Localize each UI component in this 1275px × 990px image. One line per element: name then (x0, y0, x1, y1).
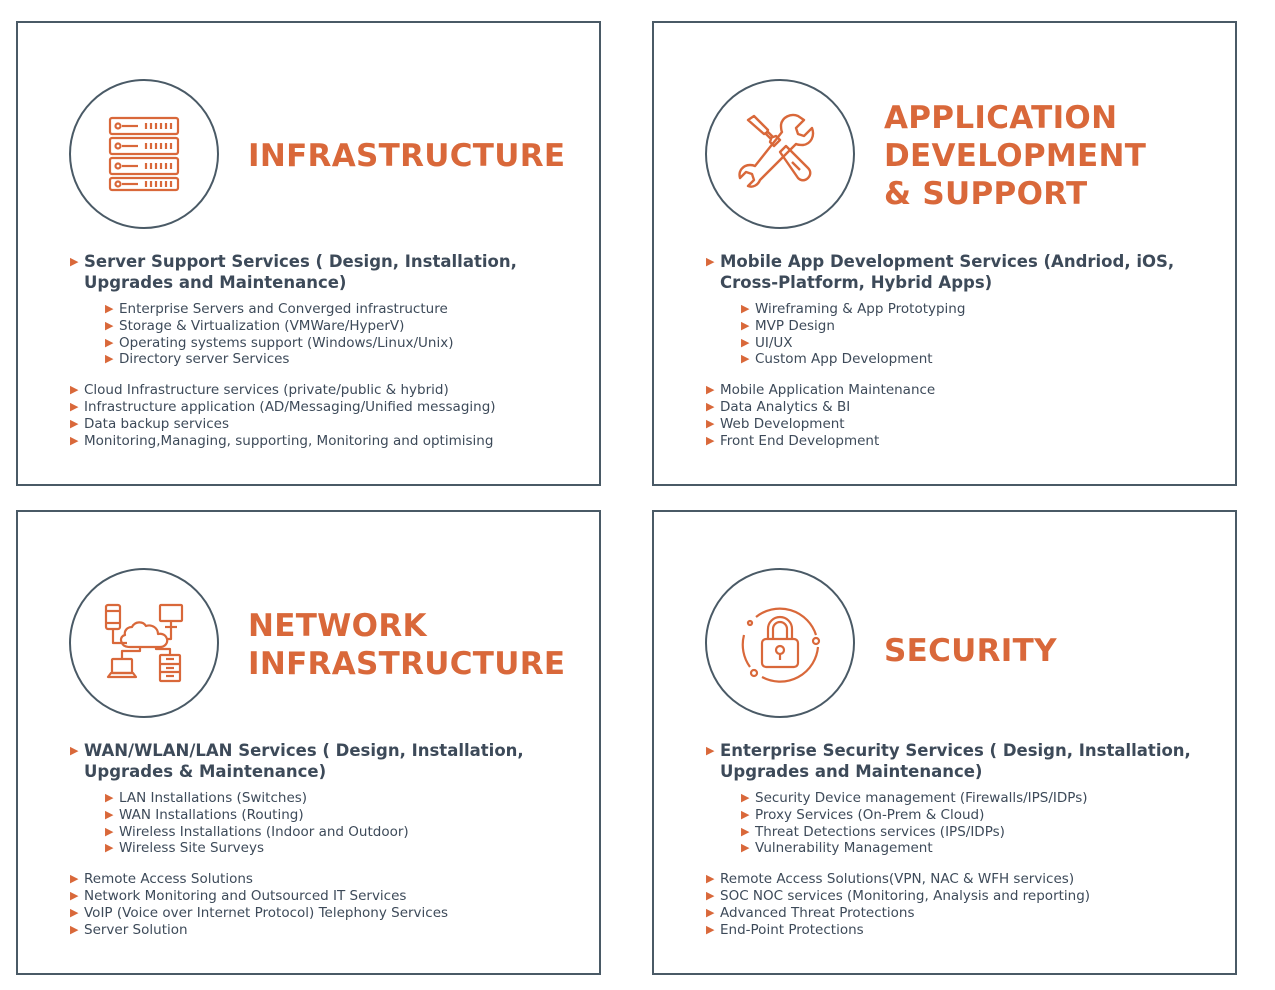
card-content (706, 251, 1223, 449)
bullet-arrow-icon: ▶ (706, 383, 715, 397)
wrench-screwdriver-icon (738, 112, 822, 196)
list-item (105, 301, 587, 318)
icon-circle (69, 568, 219, 718)
list-item-label: Security Device management (Firewalls/IPS/IDPs) (755, 790, 1088, 806)
bullet-arrow-icon: ▶ (70, 399, 79, 413)
list-item-label: Cloud Infrastructure services (private/public & hybrid) (84, 382, 449, 399)
list-item-label: Wireless Installations (Indoor and Outdoor) (119, 823, 409, 840)
list-item (105, 335, 587, 352)
bullet-arrow-icon: ▶ (741, 318, 750, 332)
bullet-arrow-icon: ▶ (70, 416, 79, 430)
list-item (70, 922, 587, 939)
bullet-arrow-icon: ▶ (741, 352, 750, 366)
list-item (741, 351, 1223, 368)
list-item-label: Server Solution (84, 921, 188, 938)
list-item (70, 382, 587, 399)
bullet-arrow-icon: ▶ (70, 433, 79, 447)
card-title (248, 607, 565, 683)
list-item (105, 790, 587, 807)
bullet-arrow-icon: ▶ (105, 807, 114, 821)
network-cloud-icon (102, 601, 186, 685)
card-title (884, 99, 1146, 213)
list-item-label: Remote Access Solutions(VPN, NAC & WFH services) (720, 871, 1075, 888)
bullet-arrow-icon: ▶ (70, 905, 79, 919)
bullet-arrow-icon: ▶ (706, 888, 715, 902)
bullet-arrow-icon: ▶ (70, 383, 79, 397)
bullet-arrow-icon: ▶ (105, 841, 114, 855)
list-item (706, 905, 1223, 922)
list-item-label: Web Development (720, 415, 845, 432)
list-item-label: Operating systems support (Windows/Linux/Unix) (119, 334, 454, 351)
main-service-line: Upgrades & Maintenance) (84, 762, 327, 781)
bullet-arrow-icon: ▶ (105, 824, 114, 838)
bullet-arrow-icon: ▶ (706, 399, 715, 413)
list-item (741, 790, 1223, 807)
card-content (706, 740, 1223, 938)
main-service-line: Upgrades and Maintenance) (84, 273, 347, 292)
list-item-label: Advanced Threat Protections (720, 904, 915, 921)
list-item-label: SOC NOC services (Monitoring, Analysis and reporting) (720, 887, 1091, 904)
bullet-arrow-icon: ▶ (70, 744, 79, 757)
title-line: & SUPPORT (884, 176, 1088, 212)
bullet-arrow-icon: ▶ (706, 433, 715, 447)
bullet-arrow-icon: ▶ (105, 352, 114, 366)
bullet-arrow-icon: ▶ (70, 922, 79, 936)
bullet-arrow-icon: ▶ (741, 302, 750, 315)
list-item (105, 824, 587, 841)
list-item-label: Remote Access Solutions (84, 871, 253, 888)
list-item (741, 318, 1223, 335)
bullet-arrow-icon: ▶ (105, 335, 114, 349)
list-item (70, 888, 587, 905)
main-service-line: WAN/WLAN/LAN Services ( Design, Installation, (84, 741, 524, 760)
list-item (706, 888, 1223, 905)
network-infrastructure-card (16, 510, 601, 975)
card-content (70, 251, 587, 449)
list-item-label: LAN Installations (Switches) (119, 790, 308, 806)
title-line: APPLICATION (884, 100, 1118, 136)
bullet-arrow-icon: ▶ (70, 255, 79, 268)
list-item-label: Mobile Application Maintenance (720, 382, 936, 399)
list-item-label: Vulnerability Management (755, 840, 933, 857)
icon-circle (705, 79, 855, 229)
sub-service-list (105, 790, 587, 857)
list-item (741, 301, 1223, 318)
service-list (70, 382, 587, 449)
list-item (706, 871, 1223, 888)
bullet-arrow-icon: ▶ (741, 824, 750, 838)
list-item (70, 871, 587, 888)
list-item-label: Wireless Site Surveys (119, 840, 264, 857)
sub-service-list (105, 301, 587, 368)
application-development-card (652, 21, 1237, 486)
bullet-arrow-icon: ▶ (105, 791, 114, 804)
title-line: SECURITY (884, 633, 1057, 669)
bullet-arrow-icon: ▶ (706, 744, 715, 757)
bullet-arrow-icon: ▶ (70, 888, 79, 902)
main-service-item (70, 740, 587, 782)
icon-circle (69, 79, 219, 229)
card-title (248, 137, 565, 175)
list-item (70, 399, 587, 416)
title-line: INFRASTRUCTURE (248, 138, 566, 174)
list-item-label: Directory server Services (119, 351, 290, 368)
list-item (70, 433, 587, 450)
list-item-label: Threat Detections services (IPS/IDPs) (755, 823, 1005, 840)
bullet-arrow-icon: ▶ (706, 922, 715, 936)
main-service-item (706, 740, 1223, 782)
list-item (105, 318, 587, 335)
main-service-line: Upgrades and Maintenance) (720, 762, 983, 781)
padlock-icon (732, 595, 828, 691)
main-service-line: Mobile App Development Services (Andriod, iOS, (720, 252, 1175, 271)
list-item-label: Front End Development (720, 432, 880, 449)
list-item (105, 840, 587, 857)
list-item (741, 824, 1223, 841)
card-content (70, 740, 587, 938)
icon-circle (705, 568, 855, 718)
list-item-label: Network Monitoring and Outsourced IT Services (84, 887, 407, 904)
list-item (706, 382, 1223, 399)
bullet-arrow-icon: ▶ (706, 872, 715, 886)
bullet-arrow-icon: ▶ (741, 791, 750, 804)
security-card (652, 510, 1237, 975)
main-service-line: Cross-Platform, Hybrid Apps) (720, 273, 993, 292)
list-item (70, 905, 587, 922)
title-line: DEVELOPMENT (884, 138, 1147, 174)
list-item-label: Proxy Services (On-Prem & Cloud) (755, 806, 985, 823)
bullet-arrow-icon: ▶ (741, 335, 750, 349)
list-item-label: Storage & Virtualization (VMWare/HyperV) (119, 317, 405, 334)
list-item-label: UI/UX (755, 334, 793, 351)
list-item-label: Custom App Development (755, 351, 933, 368)
bullet-arrow-icon: ▶ (741, 841, 750, 855)
title-line: NETWORK (248, 608, 427, 644)
list-item-label: Data Analytics & BI (720, 398, 851, 415)
list-item-label: Data backup services (84, 415, 229, 432)
list-item-label: MVP Design (755, 317, 835, 334)
list-item (706, 416, 1223, 433)
list-item-label: Infrastructure application (AD/Messaging/Unified messaging) (84, 398, 496, 415)
service-list (706, 871, 1223, 938)
bullet-arrow-icon: ▶ (70, 872, 79, 886)
list-item-label: WAN Installations (Routing) (119, 806, 304, 823)
card-title (884, 632, 1057, 670)
list-item-label: Monitoring,Managing, supporting, Monitoring and optimising (84, 432, 494, 449)
list-item-label: End-Point Protections (720, 921, 864, 938)
list-item (741, 335, 1223, 352)
sub-service-list (741, 301, 1223, 368)
list-item-label: Enterprise Servers and Converged infrastructure (119, 301, 448, 317)
main-service-line: Enterprise Security Services ( Design, Installation, (720, 741, 1191, 760)
list-item (741, 840, 1223, 857)
list-item (706, 399, 1223, 416)
bullet-arrow-icon: ▶ (105, 318, 114, 332)
list-item-label: VoIP (Voice over Internet Protocol) Telephony Services (84, 904, 449, 921)
list-item (741, 807, 1223, 824)
list-item (706, 922, 1223, 939)
bullet-arrow-icon: ▶ (706, 905, 715, 919)
list-item-label: Wireframing & App Prototyping (755, 301, 966, 317)
list-item (105, 351, 587, 368)
list-item (706, 433, 1223, 450)
bullet-arrow-icon: ▶ (706, 416, 715, 430)
list-item (105, 807, 587, 824)
server-rack-icon (106, 116, 182, 192)
service-list (70, 871, 587, 938)
bullet-arrow-icon: ▶ (105, 302, 114, 315)
main-service-item (706, 251, 1223, 293)
bullet-arrow-icon: ▶ (706, 255, 715, 268)
main-service-item (70, 251, 587, 293)
service-list (706, 382, 1223, 449)
sub-service-list (741, 790, 1223, 857)
infrastructure-card (16, 21, 601, 486)
bullet-arrow-icon: ▶ (741, 807, 750, 821)
main-service-line: Server Support Services ( Design, Installation, (84, 252, 517, 271)
list-item (70, 416, 587, 433)
title-line: INFRASTRUCTURE (248, 646, 566, 682)
